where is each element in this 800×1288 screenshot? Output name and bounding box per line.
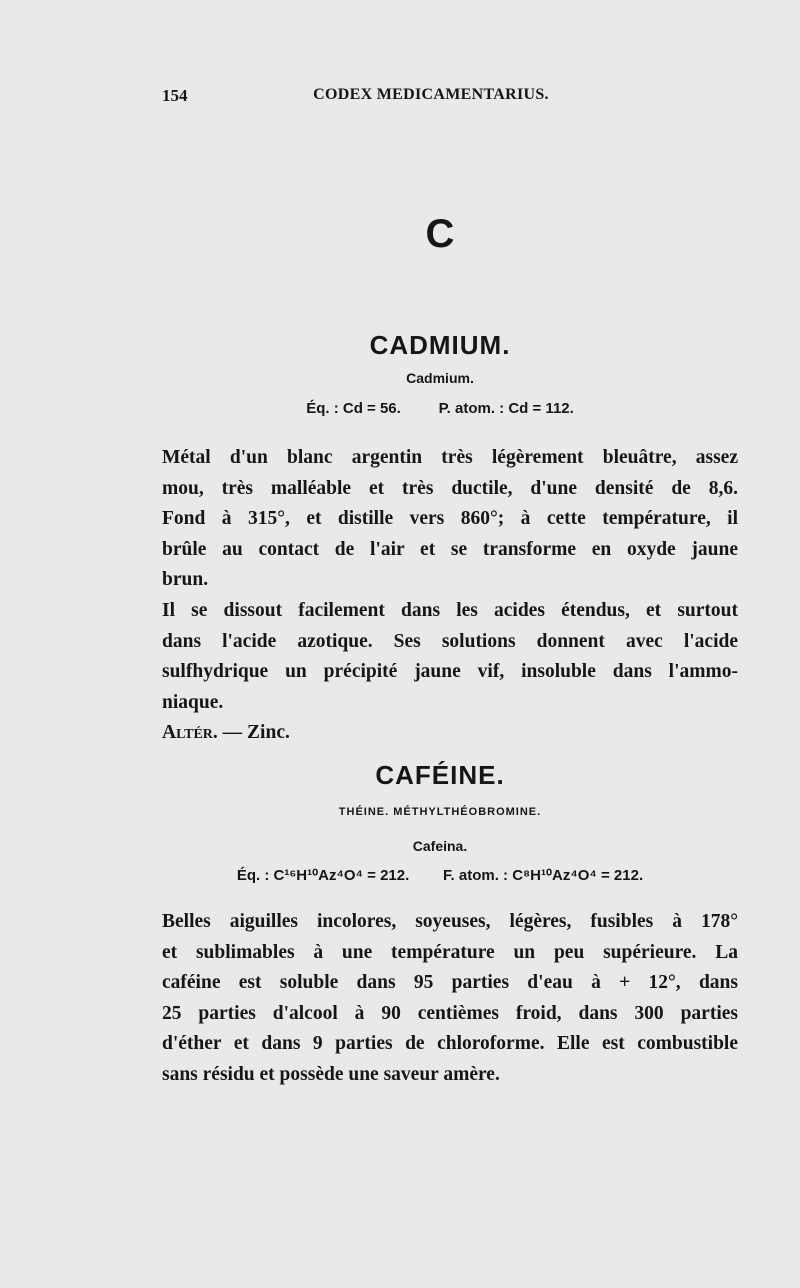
text-line: brûle au contact de l'air et se transforme en oxyde jaune: [162, 538, 738, 560]
alteration-line: [162, 718, 738, 749]
page-number: 154: [162, 86, 188, 105]
text-line: 25 parties d'alcool à 90 centièmes froid, dans 300 parties: [162, 1002, 738, 1024]
cadmium-alteration: [162, 718, 738, 749]
text-line: Métal d'un blanc argentin très légèrement bleuâtre, assez: [162, 447, 738, 468]
cadmium-formula-eq: Éq. : Cd = 56.: [306, 400, 401, 417]
section-letter: C: [425, 212, 455, 256]
text-line: sans résidu et possède une saveur amère.: [162, 1063, 500, 1085]
cafeine-formula: [140, 866, 740, 884]
cadmium-paragraph-2: [162, 596, 738, 718]
cafeine-formula-eq: Éq. : C¹⁶H¹⁰Az⁴O⁴ = 212.: [236, 867, 410, 884]
cafeine-paragraph: [162, 907, 738, 1091]
text-line: Fond à 315°, et distille vers 860°; à cette température, il: [162, 508, 738, 530]
cadmium-formula: [140, 400, 740, 417]
text-line: Belles aiguilles incolores, soyeuses, légères, fusibles à 178°: [162, 911, 738, 932]
text-line: sulfhydrique un précipité jaune vif, insoluble dans l'ammo-: [162, 661, 738, 683]
alteration-label: Altér.: [162, 722, 218, 743]
cadmium-latin-name: Cadmium.: [406, 370, 474, 386]
cadmium-formula-atom: P. atom. : Cd = 112.: [438, 400, 574, 417]
text-line: et sublimables à une température un peu supérieure. La: [162, 941, 738, 963]
page-header: [162, 86, 700, 116]
text-line: mou, très malléable et très ductile, d'une densité de 8,6.: [162, 477, 738, 499]
cafeine-synonyms: THÉINE. MÉTHYLTHÉOBROMINE.: [338, 806, 542, 818]
text-line: brun.: [162, 569, 209, 591]
cadmium-title: CADMIUM.: [369, 330, 511, 360]
text-line: dans l'acide azotique. Ses solutions donnent avec l'acide: [162, 630, 738, 652]
text-line: caféine est soluble dans 95 parties d'eau à + 12°, dans: [162, 972, 738, 994]
running-title: CODEX MEDICAMENTARIUS.: [313, 86, 549, 103]
text-line: niaque.: [162, 691, 224, 713]
cafeine-latin-name: Cafeina.: [412, 838, 468, 854]
cadmium-paragraph-1: [162, 443, 738, 596]
text-line: Il se dissout facilement dans les acides étendus, et surtout: [162, 600, 738, 621]
alteration-text: — Zinc.: [217, 722, 290, 743]
cafeine-formula-atom: F. atom. : C⁸H¹⁰Az⁴O⁴ = 212.: [443, 867, 644, 884]
cafeine-title: CAFÉINE.: [375, 760, 505, 790]
text-line: d'éther et dans 9 parties de chloroforme. Elle est combustible: [162, 1033, 738, 1055]
